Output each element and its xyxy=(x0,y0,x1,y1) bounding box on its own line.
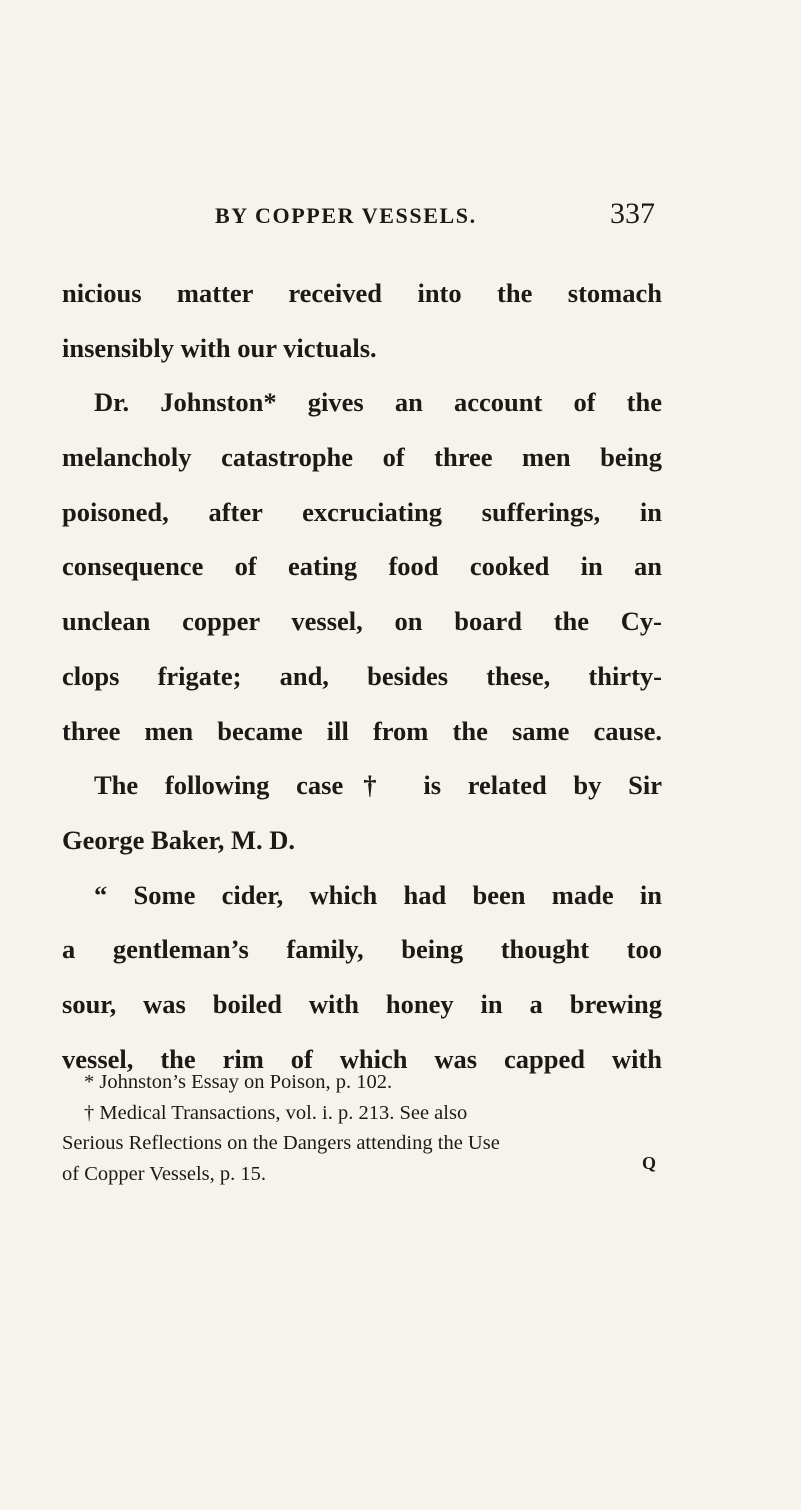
text-line: melancholy catastrophe of three men being xyxy=(62,442,662,473)
text-line: unclean copper vessel, on board the Cy- xyxy=(62,606,662,637)
text-line: “ Some cider, which had been made in xyxy=(94,879,662,910)
text-line: poisoned, after excruciating sufferings, in xyxy=(62,496,662,527)
footnote-medical-transactions: † Medical Transactions, vol. i. p. 213. See also xyxy=(84,1101,468,1124)
footnote-johnston: * Johnston’s Essay on Poison, p. 102. xyxy=(84,1071,393,1093)
footnote-continuation: Serious Reflections on the Dangers attending the Use xyxy=(62,1132,500,1154)
text-line: sour, was boiled with honey in a brewing xyxy=(62,988,662,1019)
footnote-continuation: of Copper Vessels, p. 15. xyxy=(62,1162,267,1185)
text-line: three men became ill from the same cause. xyxy=(62,715,662,746)
page-number: 337 xyxy=(610,197,655,230)
text-line: consequence of eating food cooked in an xyxy=(62,551,662,582)
running-head: BY COPPER VESSELS. xyxy=(215,203,477,228)
body-text xyxy=(62,266,662,1086)
footnotes xyxy=(62,1067,664,1189)
text-line: nicious matter received into the stomach xyxy=(62,278,662,308)
text-line: vessel, the rim of which was capped with xyxy=(62,1043,662,1074)
text-line: Dr. Johnston* gives an account of the xyxy=(94,387,662,418)
text-line: clops frigate; and, besides these, thirty- xyxy=(62,660,662,691)
text-line: insensibly with our victuals. xyxy=(62,332,377,363)
text-line: The following case† is related by Sir xyxy=(94,770,662,801)
text-line: a gentleman’s family, being thought too xyxy=(62,934,662,965)
text-line: George Baker, M. D. xyxy=(62,824,296,855)
page-header xyxy=(215,197,655,237)
signature-mark: Q xyxy=(642,1153,657,1173)
